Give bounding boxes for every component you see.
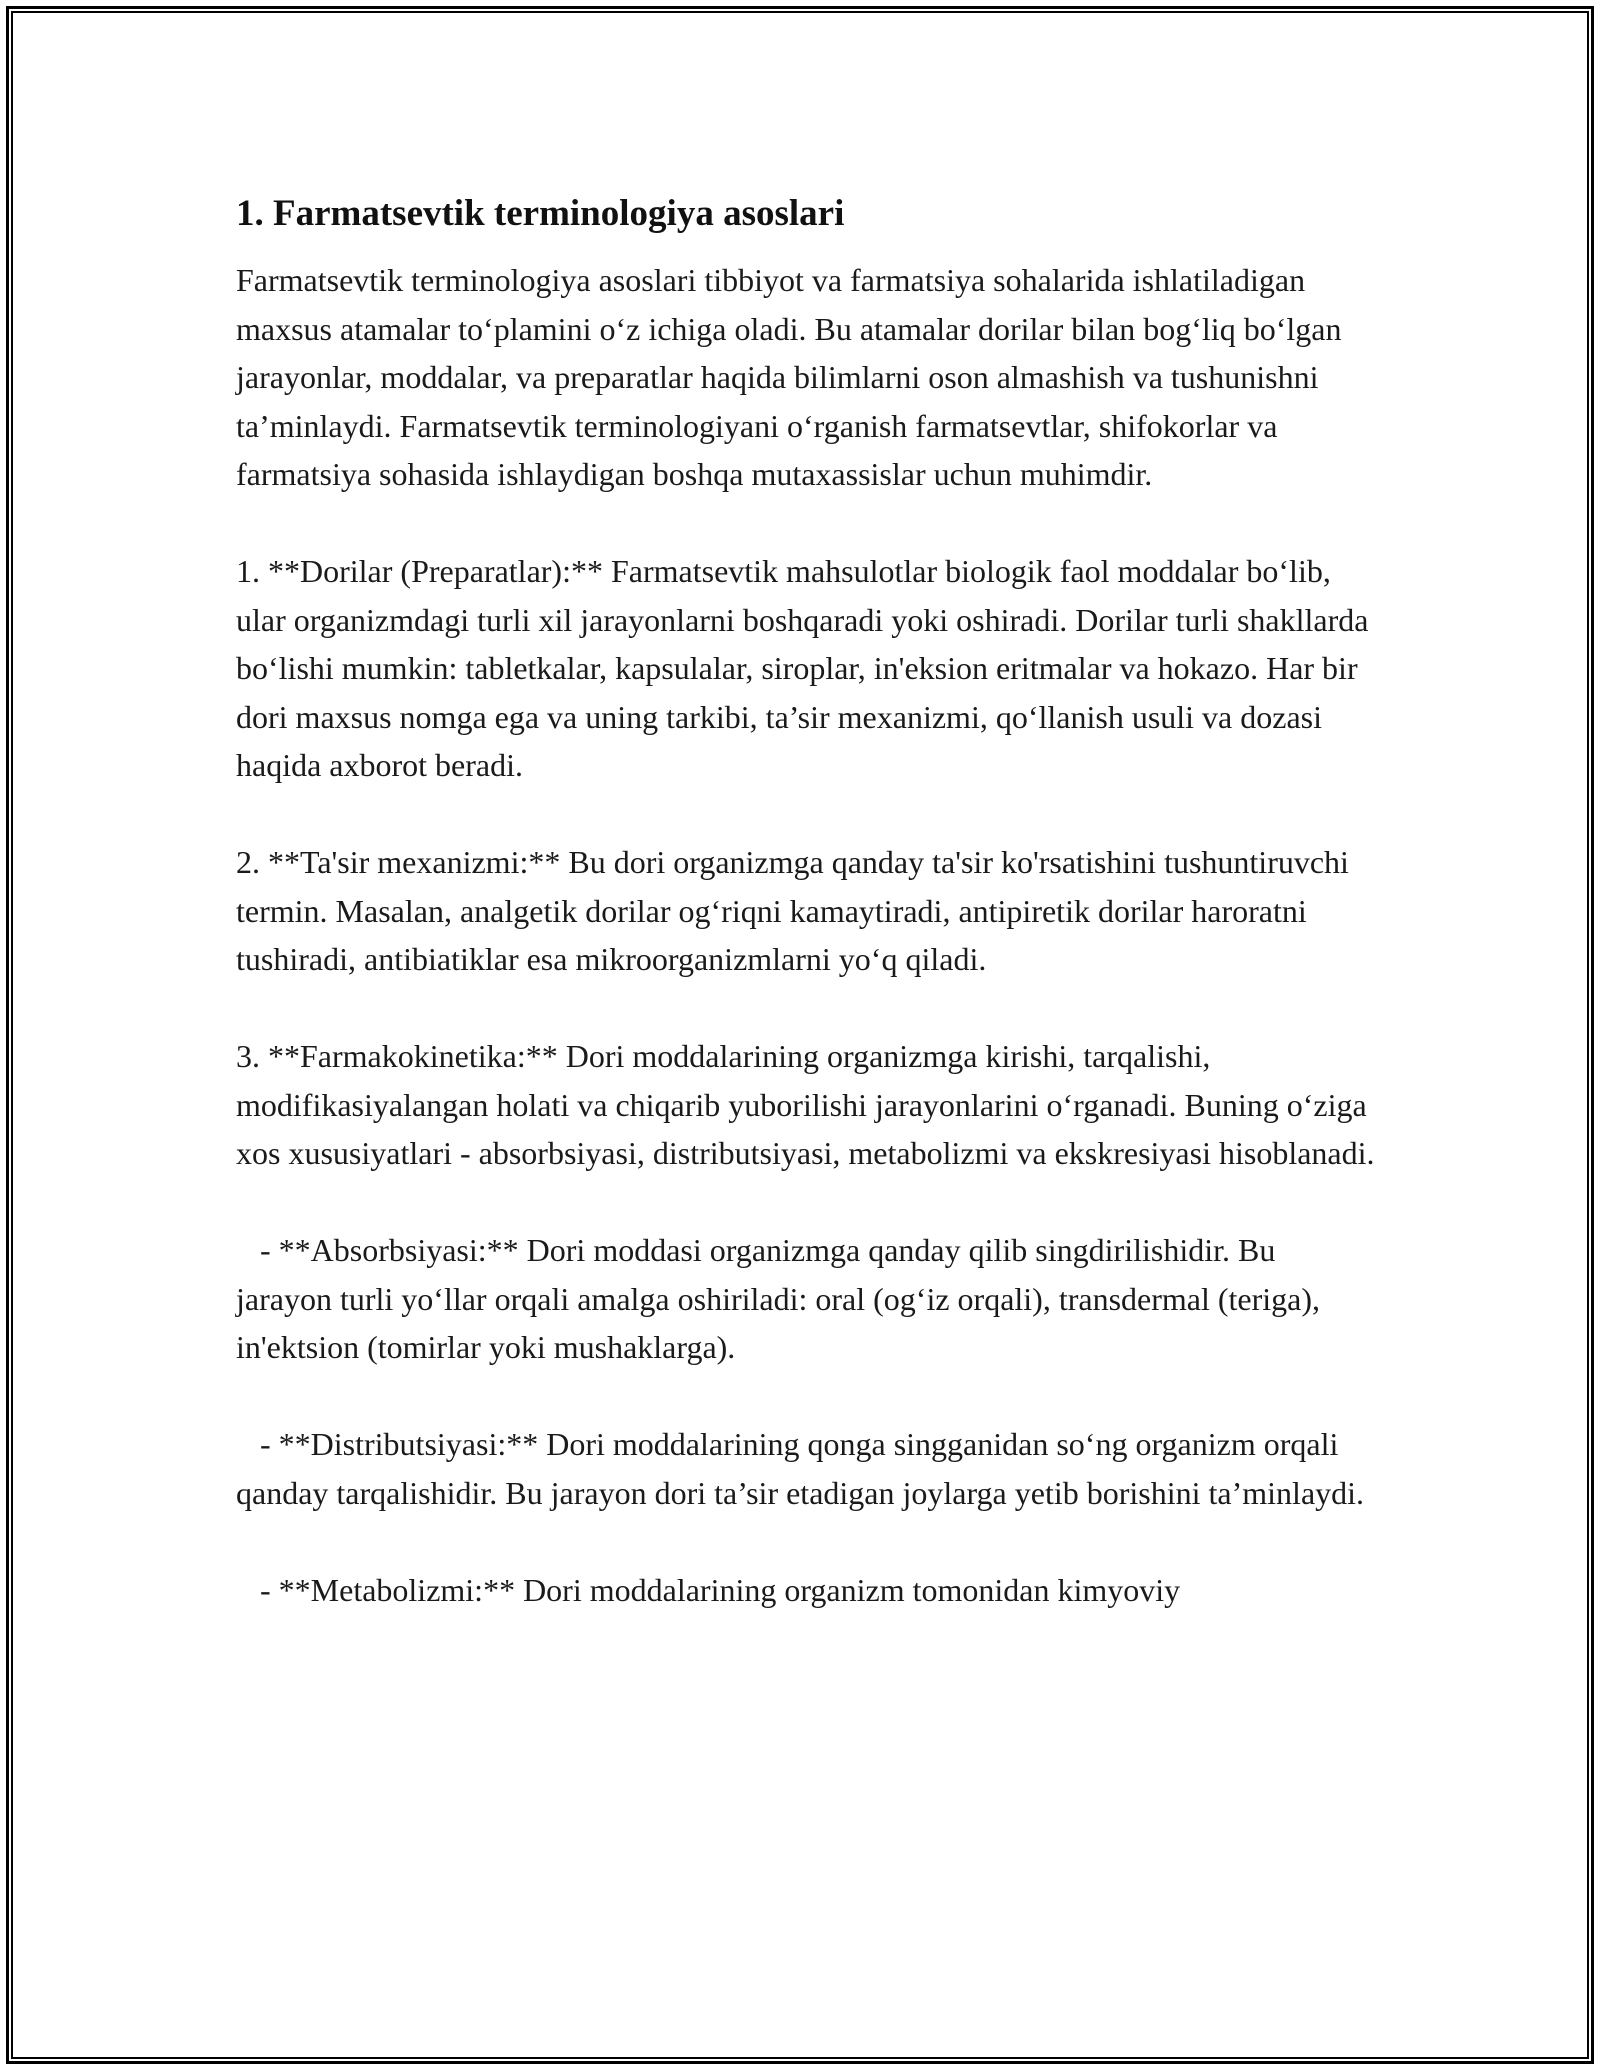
paragraph-distributsiyasi: - **Distributsiyasi:** Dori moddalarining qonga singganidan so‘ng organizm orqali qanday tarqalishidir. Bu jarayon dori ta’sir etadigan joylarga yetib borishini ta’minlaydi. [236, 1426, 1365, 1511]
paragraph-dorilar: 1. **Dorilar (Preparatlar):** Farmatsevtik mahsulotlar biologik faol moddalar bo‘lib, ular organizmdagi turli xil jarayonlarni boshqaradi yoki oshiradi. Dorilar turli shakllarda bo‘lishi mumkin: tabletkalar, kapsulalar, siroplar, in'eksion eritmalar va hokazo. Har bir dori maxsus nomga ega va uning tarkibi, ta’sir mexanizmi, qo‘llanish usuli va dozasi haqida axborot beradi. [236, 553, 1369, 783]
paragraph-absorbsiyasi: - **Absorbsiyasi:** Dori moddasi organizmga qanday qilib singdirilishidir. Bu jarayon turli yo‘llar orqali amalga oshiriladi: oral (og‘iz orqali), transdermal (teriga), in'ektsion (tomirlar yoki mushaklarga). [236, 1232, 1321, 1365]
paragraph-tasir-mexanizmi: 2. **Ta'sir mexanizmi:** Bu dori organizmga qanday ta'sir ko'rsatishini tushuntiruvchi termin. Masalan, analgetik dorilar og‘riqni kamaytiradi, antipiretik dorilar haroratni tushiradi, antibiatiklar esa mikroorganizmlarni yo‘q qiladi. [236, 844, 1349, 977]
paragraph-farmakokinetika: 3. **Farmakokinetika:** Dori moddalarining organizmga kirishi, tarqalishi, modifikasiyalangan holati va chiqarib yuborilishi jarayonlarini o‘rganadi. Buning o‘ziga xos xususiyatlari - absorbsiyasi, distributsiyasi, metabolizmi va ekskresiyasi hisoblanadi. [236, 1038, 1375, 1171]
paragraph-metabolizmi: - **Metabolizmi:** Dori moddalarining organizm tomonidan kimyoviy [260, 1571, 1181, 1608]
paragraph-intro: Farmatsevtik terminologiya asoslari tibbiyot va farmatsiya sohalarida ishlatiladigan maxsus atamalar to‘plamini o‘z ichiga oladi. Bu atamalar dorilar bilan bog‘liq bo‘lgan jarayonlar, moddalar, va preparatlar haqida bilimlarni oson almashish va tushunishni ta’minlaydi. Farmatsevtik terminologiyani o‘rganish farmatsevtlar, shifokorlar va farmatsiya sohasida ishlaydigan boshqa mutaxassislar uchun muhimdir. [236, 262, 1342, 492]
document-title: 1. Farmatsevtik terminologiya asoslari [236, 193, 845, 234]
document-body [236, 186, 1376, 1663]
